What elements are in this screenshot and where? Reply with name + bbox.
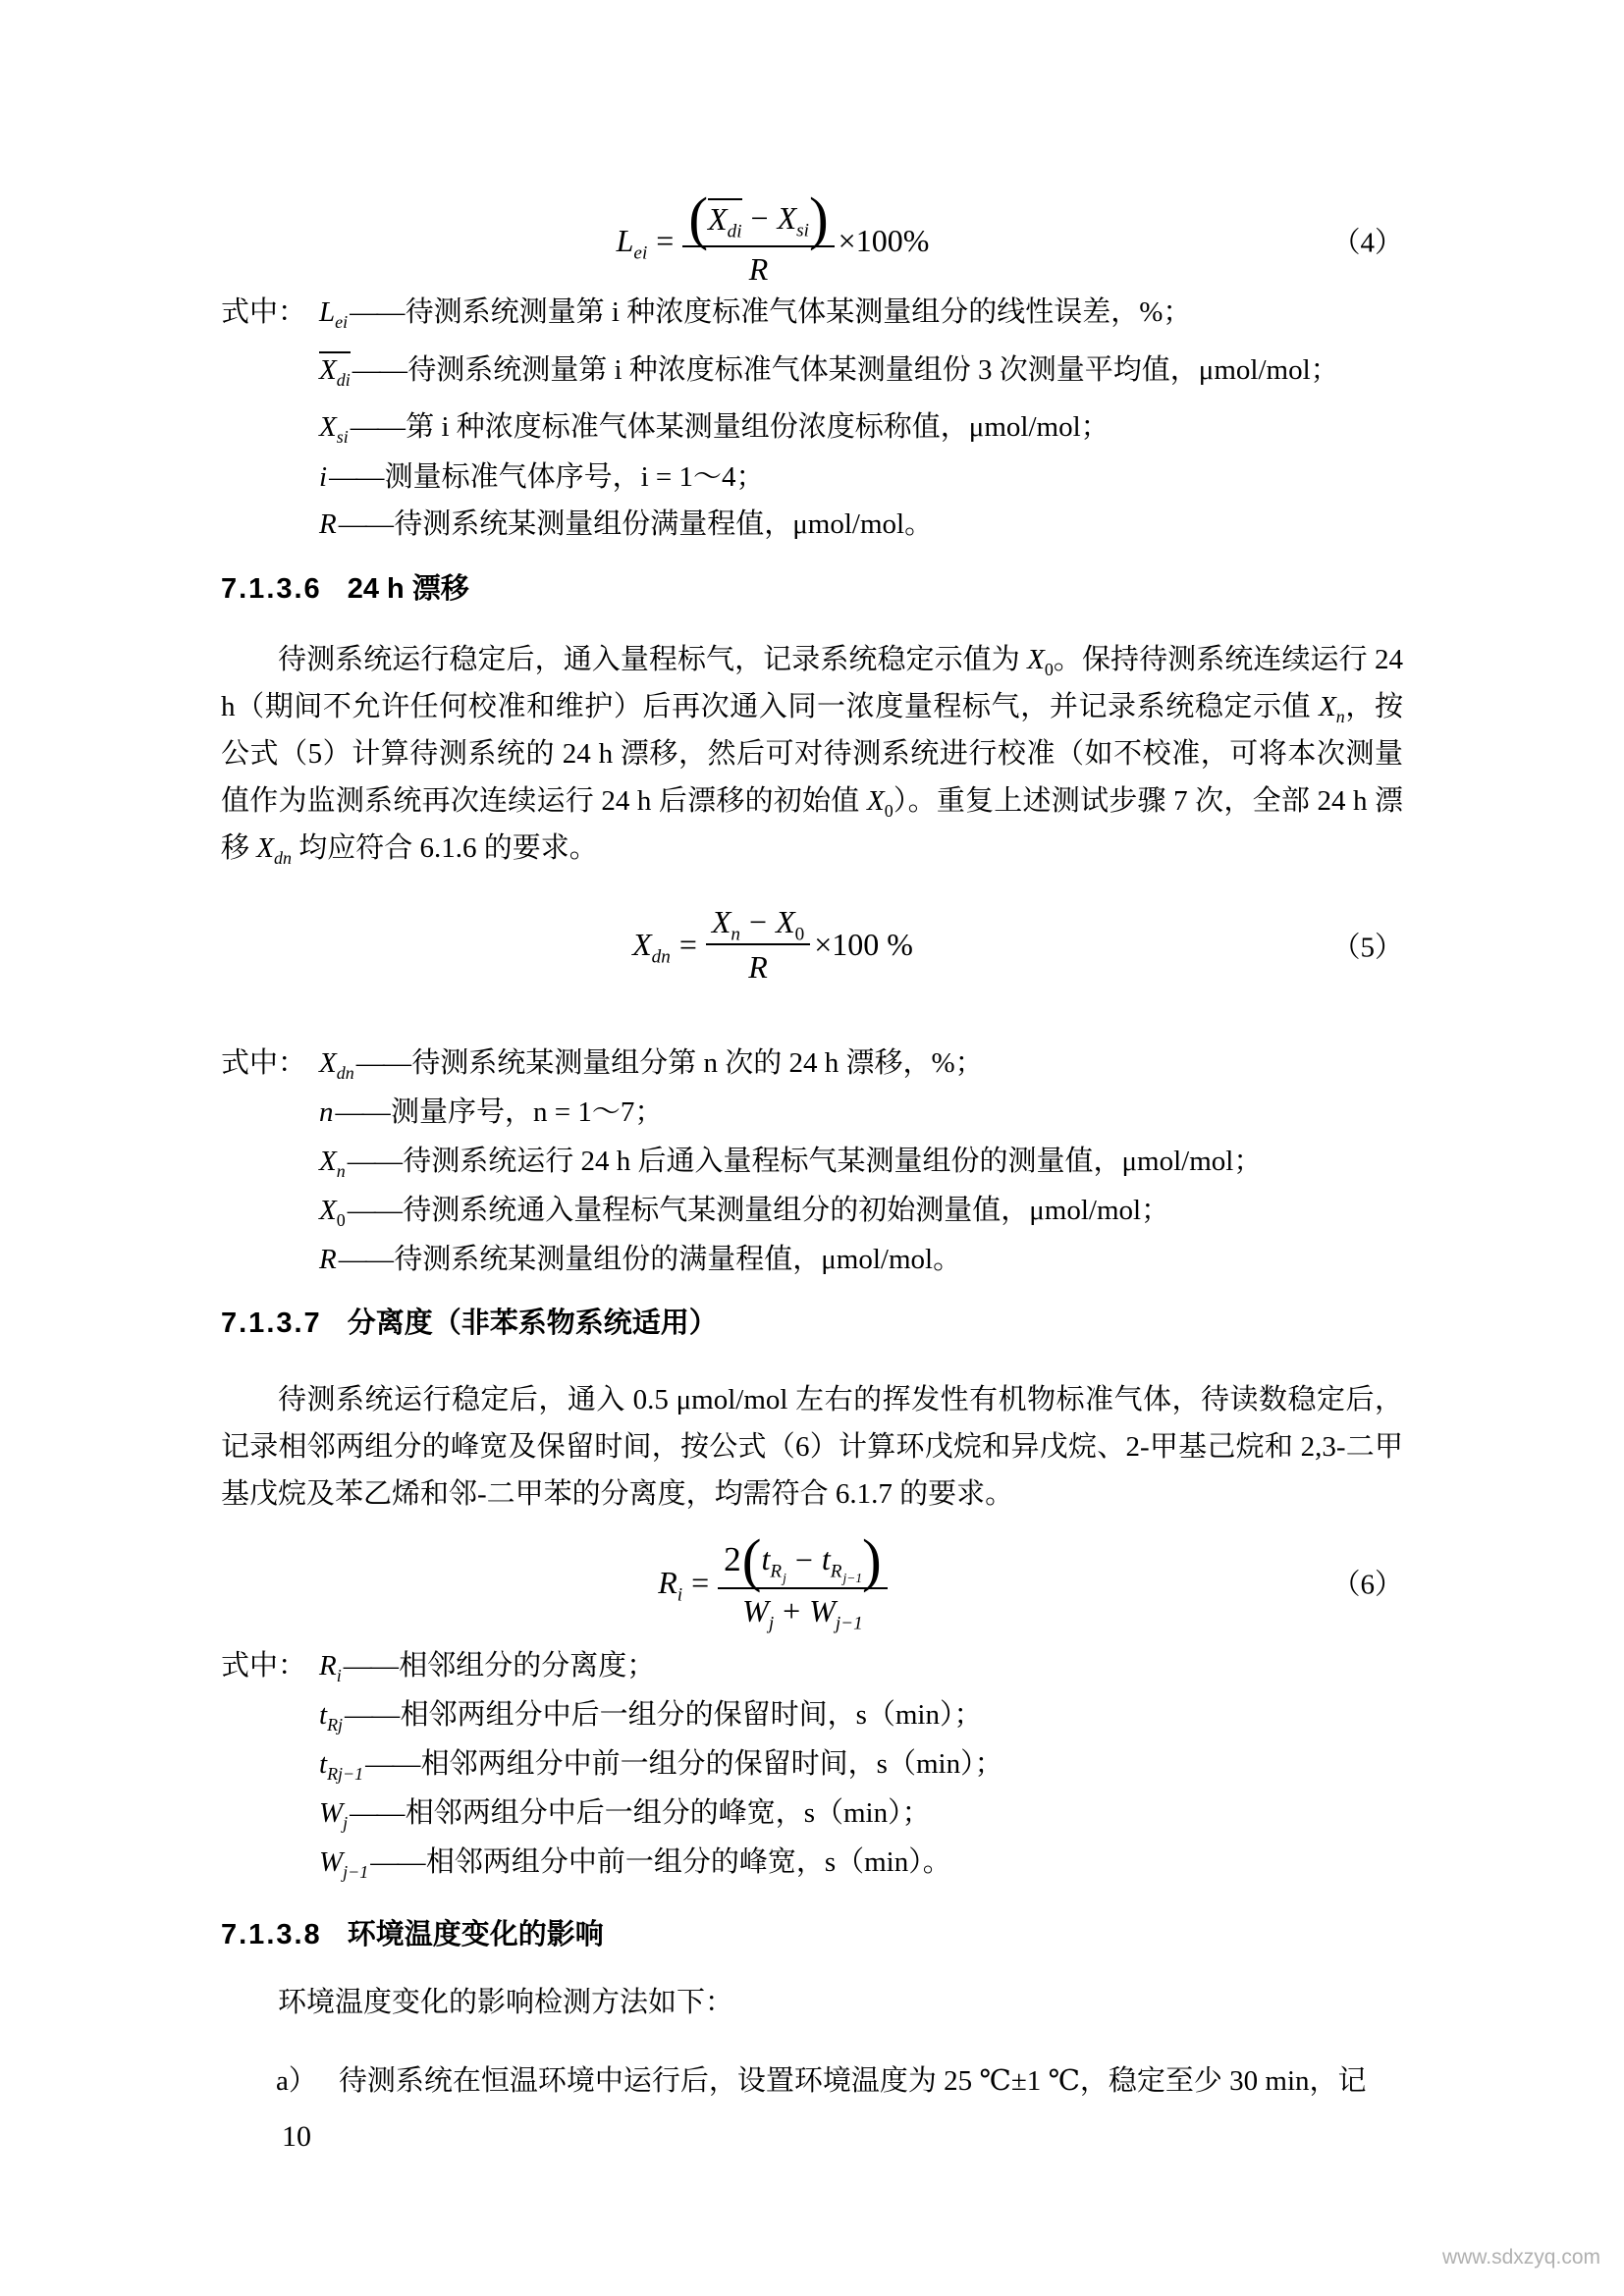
equation-6-body — [658, 1526, 888, 1634]
equation-4-number: （4） — [1331, 227, 1403, 259]
definition-item: 式中： $L_{ei}——$待测系统测量第 i 种浓度标准气体某测量组分的线性误差，%； — [221, 285, 1403, 340]
definition-list-eq6 — [221, 1641, 1403, 1887]
left-paren: ( — [688, 185, 709, 251]
list-item-a — [221, 2057, 1403, 2105]
eq6-W-j-1: $W_{j-1}$ — [809, 1593, 863, 1634]
eq6-t-Rj-1: $t_{Rj-1}$ — [821, 1541, 863, 1585]
var-tRj-1: $t_{Rj-1}$ — [319, 1748, 364, 1784]
var-Ri: $R_i$ — [319, 1650, 342, 1685]
def-desc: 待测系统测量第 i 种浓度标准气体某测量组份 3 次测量平均值，μmol/mol； — [407, 354, 1339, 386]
definition-item: R——待测系统某测量组份的满量程值，μmol/mol。 — [319, 1244, 962, 1275]
section-title: 24 h 漂移 — [347, 573, 469, 605]
definition-item: R——待测系统某测量组份满量程值，μmol/mol。 — [319, 508, 934, 540]
list-item-text: 待测系统在恒温环境中运行后，设置环境温度为 25 ℃±1 ℃，稳定至少 30 min，记 — [338, 2065, 1367, 2097]
watermark: www.sdxzyq.com — [1441, 2246, 1600, 2269]
var-Xsi: $X_{si}$ — [319, 411, 349, 447]
eq4-equals: = — [656, 222, 675, 258]
def-desc: 相邻两组分中后一组分的峰宽，s（min）； — [405, 1797, 931, 1829]
section-heading-7-1-3-7 — [221, 1302, 1403, 1345]
section-heading-7-1-3-6 — [221, 567, 1403, 611]
var-X0: $X_0$ — [1027, 644, 1054, 679]
left-paren: ( — [741, 1526, 762, 1593]
eq4-lhs: $L_{ei}$ — [616, 222, 648, 263]
definition-item: n——测量序号，n = 1～7； — [319, 1096, 664, 1128]
var-n: n — [319, 1096, 334, 1128]
right-paren: ) — [808, 185, 829, 251]
section-title: 环境温度变化的影响 — [347, 1919, 604, 1950]
equation-4 — [221, 185, 1403, 293]
definition-item: 式中： $X_{dn}——$待测系统某测量组分第 n 次的 24 h 漂移，%； — [221, 1039, 1403, 1088]
eq6-equals: = — [691, 1564, 710, 1600]
eq5-x-0: $X_0$ — [776, 904, 805, 945]
definition-item: i——测量标准气体序号，i = 1～4； — [319, 461, 765, 493]
equation-5-number: （5） — [1331, 932, 1403, 963]
eq4-minus: − — [750, 199, 769, 236]
eq6-minus: − — [794, 1541, 813, 1577]
section-number: 7.1.3.7 — [221, 1308, 322, 1339]
eq4-times-100: ×100% — [838, 222, 930, 258]
def-desc: 第 i 种浓度标准气体某测量组份浓度标称值，μmol/mol； — [406, 411, 1110, 443]
var-Wj-1: $W_{j-1}$ — [319, 1846, 369, 1882]
def-desc: 待测系统某测量组份满量程值，μmol/mol。 — [394, 508, 934, 540]
section-number: 7.1.3.6 — [221, 573, 322, 605]
def-intro: 式中： — [221, 1650, 307, 1682]
list-item-label: a） — [276, 2065, 317, 2097]
def-desc: 待测系统某测量组分第 n 次的 24 h 漂移，%； — [411, 1047, 984, 1079]
var-i: i — [319, 461, 328, 493]
eq6-fraction — [718, 1526, 888, 1634]
def-desc: 相邻组分的分离度； — [399, 1650, 656, 1682]
eq4-x-si: $X_{si}$ — [777, 199, 809, 240]
equation-6 — [221, 1526, 1403, 1634]
var-Xdn: $X_{dn}$ — [319, 1047, 354, 1083]
definition-item: $X_{di}——$待测系统测量第 i 种浓度标准气体某测量组份 3 次测量平均值，μmol/mol； — [221, 340, 1403, 400]
right-paren: ) — [862, 1526, 882, 1593]
def-desc: 相邻两组分中前一组分的峰宽，s（min）。 — [425, 1846, 951, 1878]
var-Xn: $X_n$ — [319, 1146, 346, 1181]
section-title: 分离度（非苯系物系统适用） — [347, 1308, 718, 1339]
definition-item: $t_{Rj-1}——$相邻两组分中前一组分的保留时间，s（min）； — [319, 1748, 1003, 1784]
eq6-W-j: $W_j$ — [742, 1593, 775, 1634]
eq4-denominator: R — [748, 251, 769, 288]
def-desc: 相邻两组分中前一组分的保留时间，s（min）； — [420, 1748, 1003, 1780]
def-desc: 测量序号，n = 1～7； — [391, 1096, 664, 1128]
eq4-xbar-di: $X_{di}$ — [708, 198, 741, 238]
definition-item: $W_j——$相邻两组分中后一组分的峰宽，s（min）； — [319, 1797, 931, 1833]
def-desc: 待测系统通入量程标气某测量组分的初始测量值，μmol/mol； — [403, 1195, 1170, 1226]
var-R: R — [319, 508, 337, 540]
var-tRj: $t_{Rj}$ — [319, 1699, 344, 1735]
equation-5 — [221, 898, 1403, 991]
definition-item: $W_{j-1}——$相邻两组分中前一组分的峰宽，s（min）。 — [319, 1846, 951, 1882]
section-number: 7.1.3.8 — [221, 1919, 322, 1950]
paragraph-temperature-intro: 环境温度变化的影响检测方法如下： — [278, 1987, 734, 2018]
section-heading-7-1-3-8 — [221, 1913, 1403, 1956]
def-intro: 式中： — [221, 296, 307, 328]
definition-list-eq5 — [221, 1039, 1403, 1284]
definition-item: $t_{Rj}——$相邻两组分中后一组分的保留时间，s（min）； — [319, 1699, 983, 1735]
eq6-lhs: $R_i$ — [658, 1564, 683, 1605]
var-Xbar-di: $X_{di}$ — [319, 351, 351, 386]
equation-6-number: （6） — [1331, 1569, 1403, 1601]
eq6-plus: + — [783, 1593, 801, 1629]
def-desc: 待测系统某测量组份的满量程值，μmol/mol。 — [394, 1244, 962, 1275]
paragraph-24h-drift: 待测系统运行稳定后，通入量程标气，记录系统稳定示值为 $X_0$。保持待测系统连续运行 24 h（期间不允许任何校准和维护）后再次通入同一浓度量程标气，并记录系统稳定示值 $X_n$，按公式（5）计算待测系统的 24 h 漂移，然后可对待测系统进行校准（如不校准，可将本次测量值作为监测系统再次连续运行 24 h 后漂移的初始值 $X_0$）。重复上述测试步骤 7 次，全部 24 h 漂移 $X_{dn}$ 均应符合 6.1.6 的要求。 — [221, 644, 1403, 868]
var-Xn: $X_n$ — [1319, 691, 1345, 726]
eq5-equals: = — [678, 927, 697, 962]
var-Xdn: $X_{dn}$ — [256, 832, 292, 868]
eq5-denominator: R — [748, 949, 768, 985]
eq5-lhs: $X_{dn}$ — [632, 927, 671, 968]
definition-item: $X_{si}——$第 i 种浓度标准气体某测量组份浓度标称值，μmol/mol； — [319, 411, 1110, 447]
definition-item: $X_n——$待测系统运行 24 h 后通入量程标气某测量组份的测量值，μmol/mol； — [319, 1146, 1263, 1181]
var-Wj: $W_j$ — [319, 1797, 349, 1833]
eq5-fraction — [706, 904, 810, 986]
eq6-t-Rj: $t_{Rj}$ — [761, 1541, 786, 1585]
var-R: R — [319, 1244, 337, 1275]
eq5-x-n: $X_n$ — [711, 904, 741, 945]
def-intro: 式中： — [221, 1047, 307, 1079]
definition-item: 式中： $R_i——$相邻组分的分离度； — [221, 1641, 1403, 1690]
equation-4-body — [616, 185, 930, 288]
definition-list-eq4 — [221, 285, 1403, 548]
def-desc: 待测系统运行 24 h 后通入量程标气某测量组份的测量值，μmol/mol； — [403, 1146, 1263, 1177]
eq6-coefficient: 2 — [724, 1540, 741, 1578]
equation-5-body — [632, 904, 913, 986]
def-desc: 待测系统测量第 i 种浓度标准气体某测量组分的线性误差，%； — [405, 296, 1192, 328]
def-desc: 测量标准气体序号，i = 1～4； — [384, 461, 765, 493]
def-desc: 相邻两组分中后一组分的保留时间，s（min）； — [400, 1699, 983, 1731]
page-number: 10 — [282, 2120, 311, 2153]
var-Lei: $L_{ei}$ — [319, 296, 349, 332]
definition-item: $X_0——$待测系统通入量程标气某测量组分的初始测量值，μmol/mol； — [319, 1195, 1170, 1230]
eq5-minus: − — [749, 904, 768, 939]
eq5-times-100: ×100 % — [814, 927, 913, 962]
var-X0: $X_0$ — [319, 1195, 346, 1230]
paragraph-resolution: 待测系统运行稳定后，通入 0.5 μmol/mol 左右的挥发性有机物标准气体，待读数稳定后，记录相邻两组分的峰宽及保留时间，按公式（6）计算环戊烷和异戊烷、2-甲基己烷和 2,3-二甲基戊烷及苯乙烯和邻-二甲苯的分离度，均需符合 6.1.7 的要求。 — [221, 1384, 1403, 1510]
eq4-fraction — [682, 185, 834, 288]
var-X0: $X_0$ — [866, 785, 893, 821]
